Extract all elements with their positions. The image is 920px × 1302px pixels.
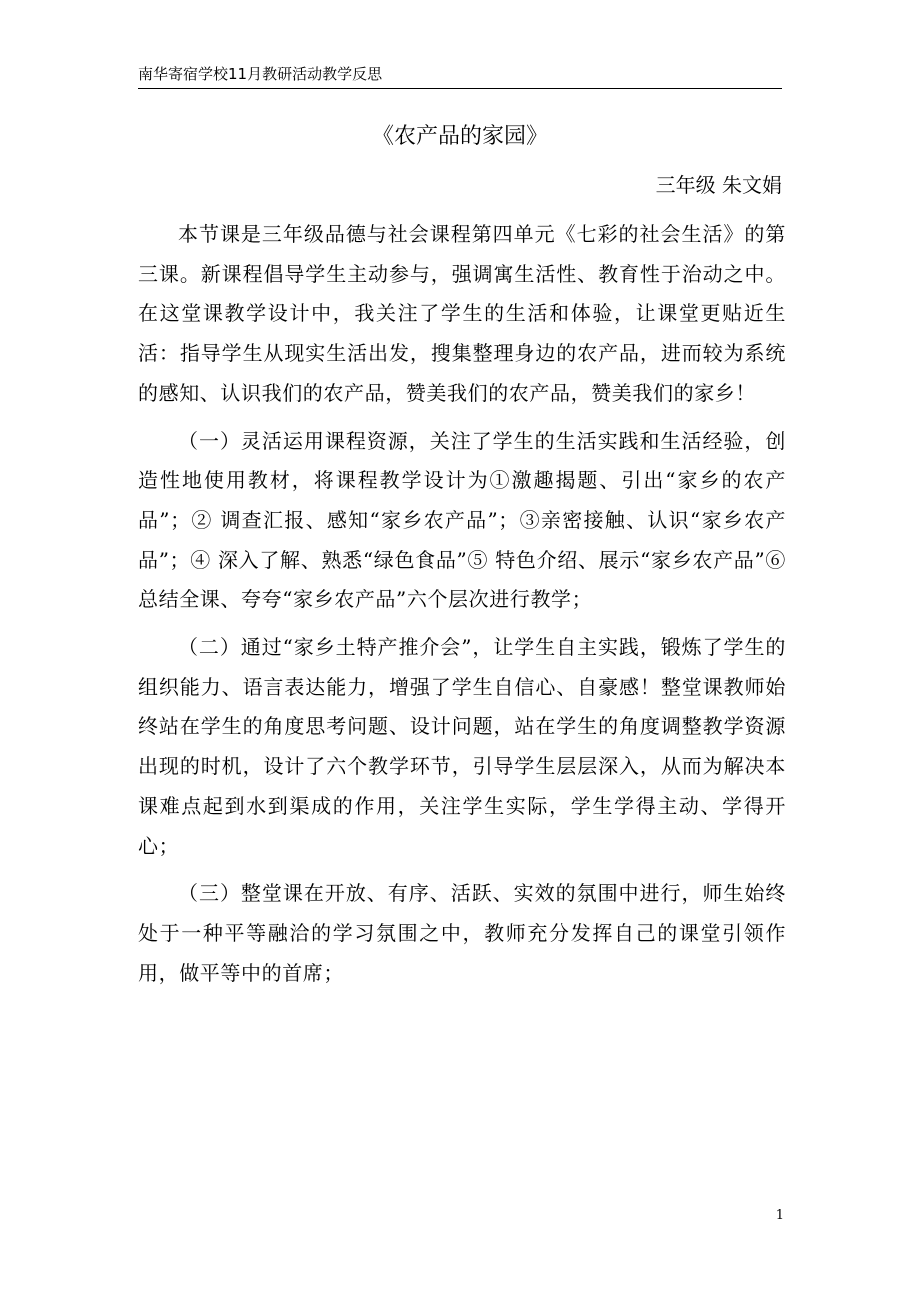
page-number: 1: [775, 1208, 784, 1223]
paragraph-intro: 本节课是三年级品德与社会课程第四单元《七彩的社会生活》的第三课。新课程倡导学生主动参与，强调寓生活性、教育性于治动之中。在这堂课教学设计中，我关注了学生的生活和体验，让课堂更贴近生活：指导学生从现实生活出发，搜集整理身边的农产品，进而较为系统的感知、认识我们的农产品，赞美我们的农产品，赞美我们的家乡！: [138, 222, 786, 405]
paragraph-section-3: （三）整堂课在开放、有序、活跃、实效的氛围中进行，师生始终处于一种平等融洽的学习氛围之中，教师充分发挥自己的课堂引领作用，做平等中的首席；: [138, 881, 786, 985]
paragraph-section-1: （一）灵活运用课程资源，关注了学生的生活实践和生活经验，创造性地使用教材，将课程教学设计为①激趣揭题、引出“家乡的农产品”；② 调查汇报、感知“家乡农产品”；③亲密接触、认识“家乡农产品”；④ 深入了解、熟悉“绿色食品”⑤ 特色介绍、展示“家乡农产品”⑥ 总结全课、夸夸“家乡农产品”六个层次进行教学；: [138, 428, 786, 612]
document-body: [138, 215, 786, 1001]
paragraph-section-2: （二）通过“家乡土特产推介会”，让学生自主实践，锻炼了学生的组织能力、语言表达能力，增强了学生自信心、自豪感！整堂课教师始终站在学生的角度思考问题、设计问题，站在学生的角度调整教学资源出现的时机，设计了六个教学环节，引导学生层层深入，从而为解决本课难点起到水到渠成的作用，关注学生实际，学生学得主动、学得开心；: [138, 635, 786, 858]
document-title: 《农产品的家园》: [371, 124, 548, 149]
page-header: 南华寄宿学校11月教研活动教学反思: [138, 64, 782, 89]
author-line: 三年级 朱文娟: [655, 173, 782, 197]
